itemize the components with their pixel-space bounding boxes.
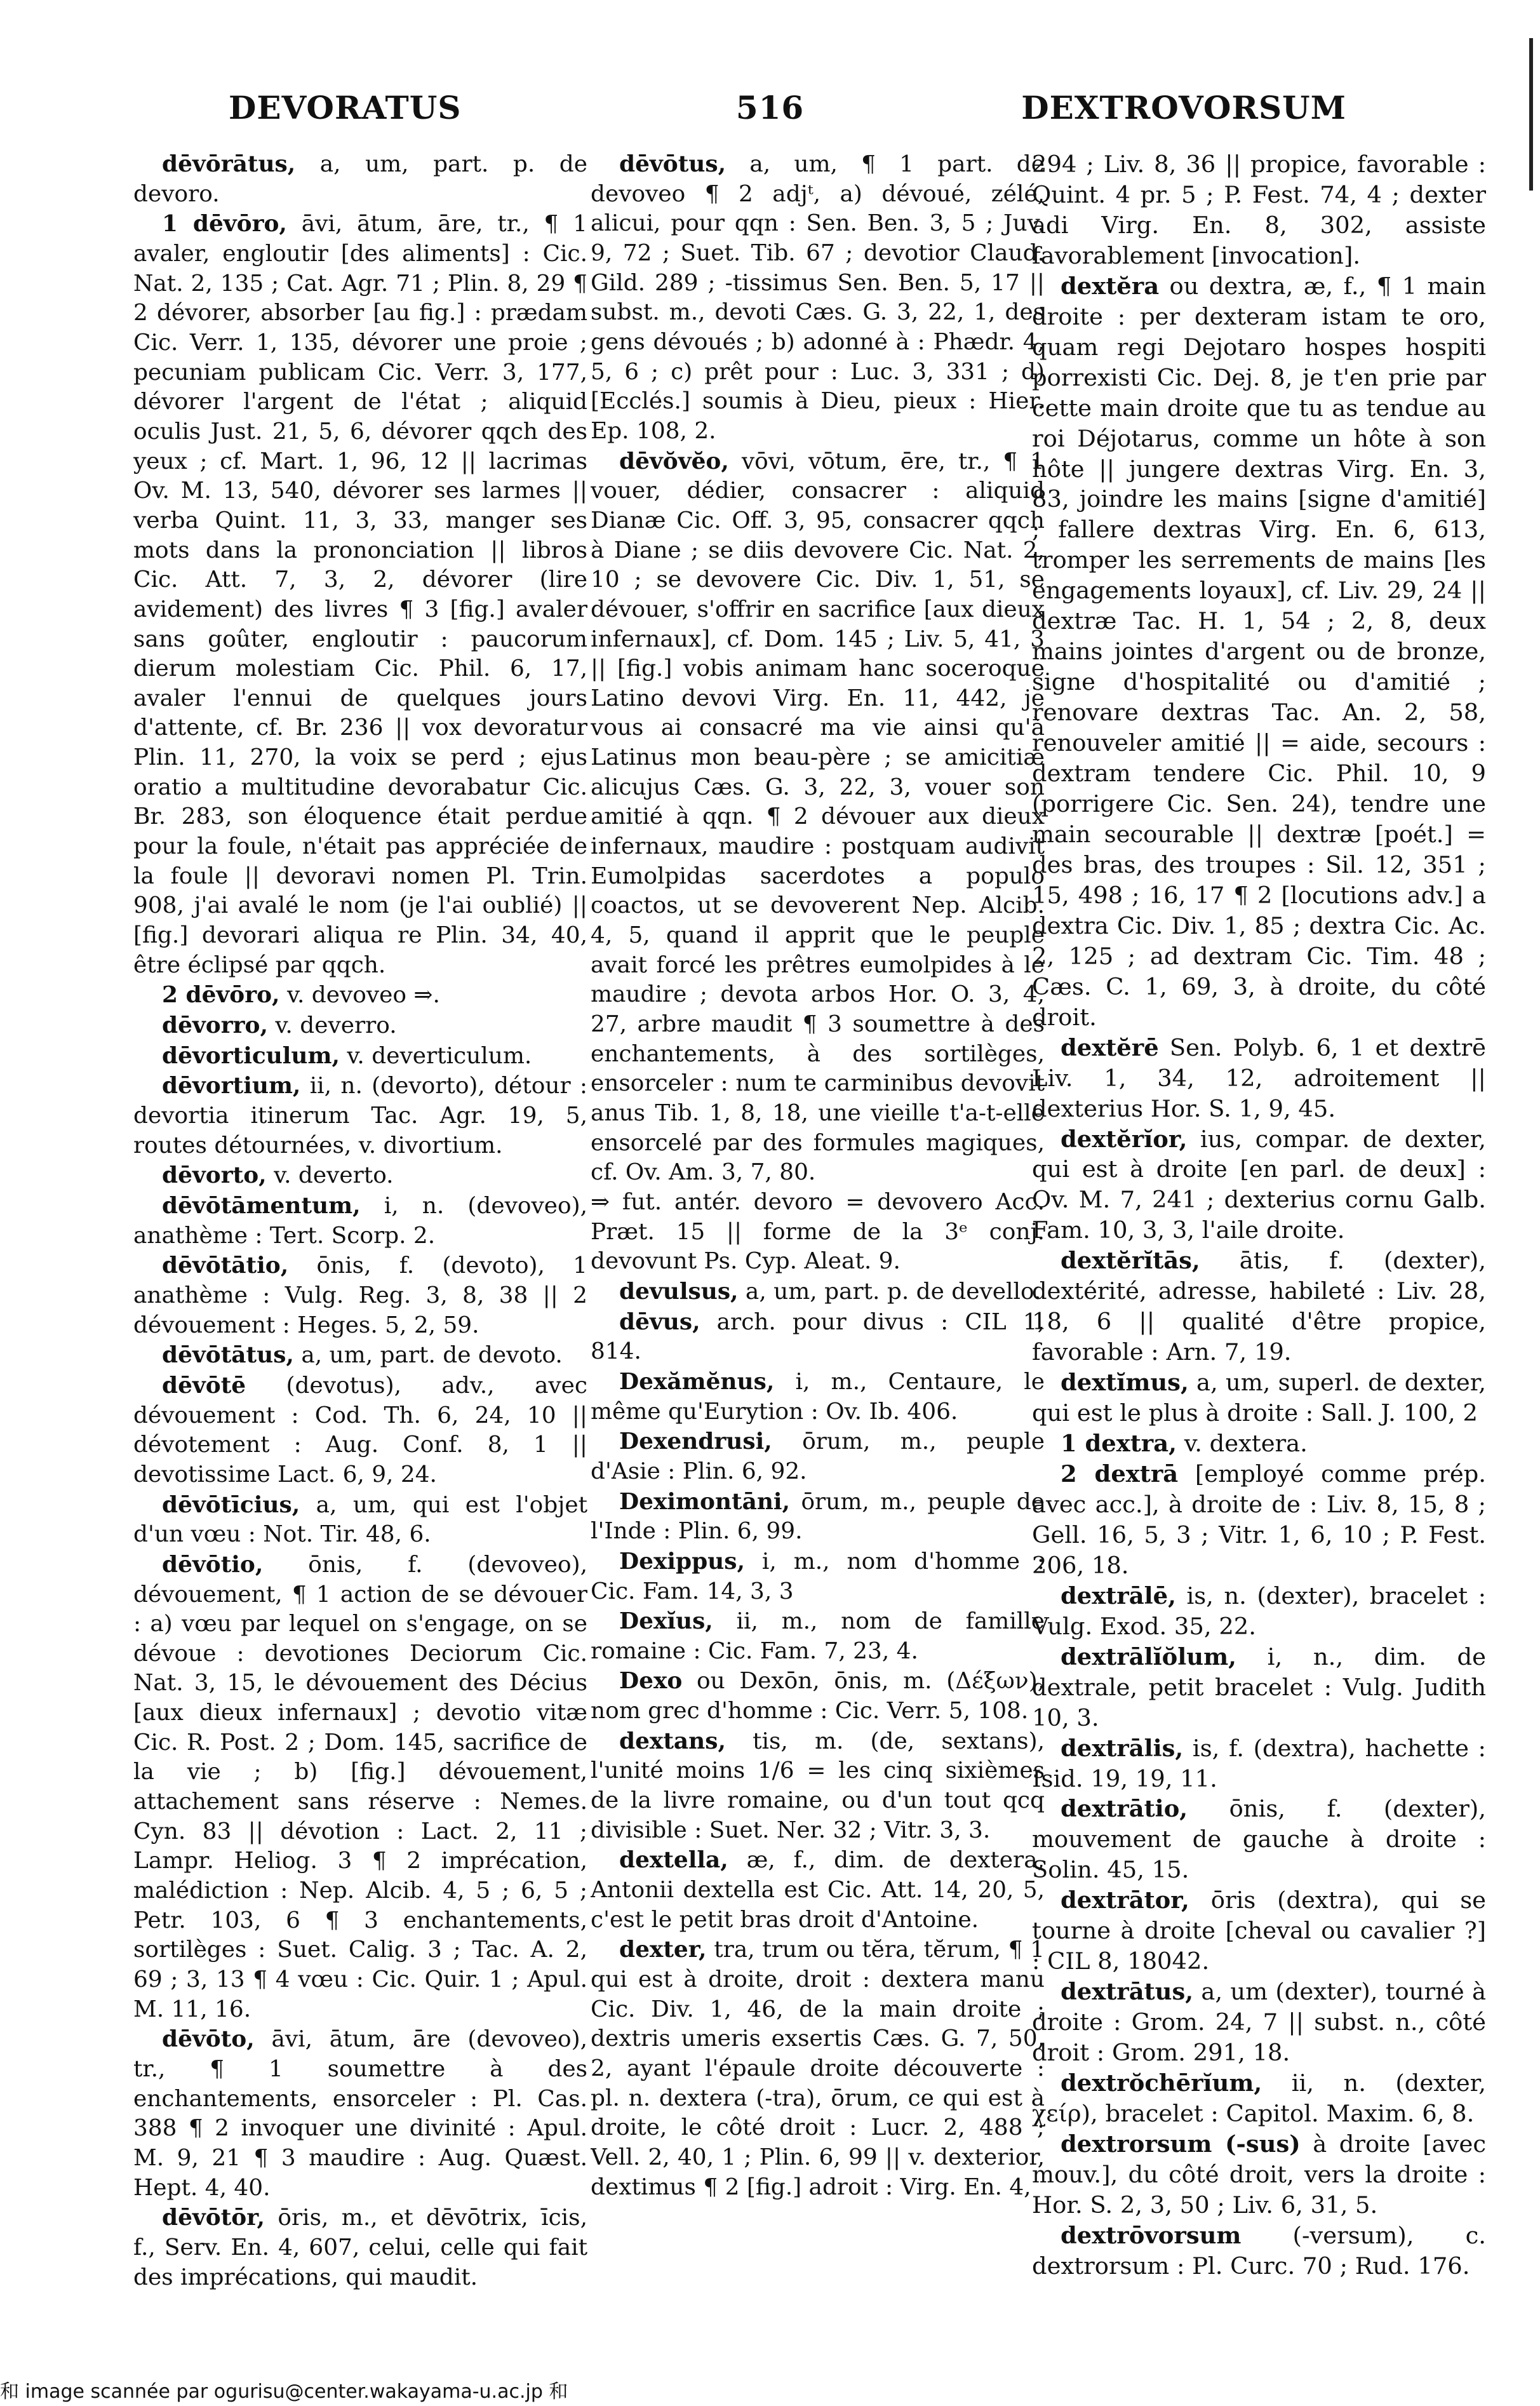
entry-headword: dextĕrĭor,	[1061, 1124, 1188, 1153]
entry-headword: Dexămĕnus,	[619, 1368, 775, 1395]
dictionary-entry	[1032, 1885, 1486, 1977]
dictionary-entry	[591, 1845, 1045, 1935]
entry-headword: dēvōtāmentum,	[162, 1192, 361, 1219]
entry-definition: ōnis, f. (devoveo), dévouement, ¶ 1 action de se dévouer : a) vœu par lequel on s'engage, on se dévoue : devotiones Deciorum Cic. Nat. 3, 15, le dévouement des Décius [aux dieux infernaux] ; devotio vitæ Cic. R. Post. 2 ; Dom. 145, sacrifice de la vie ; b) [fig.] dévouement, attachement sans réserve : Nemes. Cyn. 83 || dévotion : Lact. 2, 11 ; Lampr. Heliog. 3 ¶ 2 imprécation, malédiction : Nep. Alcib. 4, 5 ; 6, 5 ; Petr. 103, 6 ¶ 3 enchantements, sortilèges : Suet. Calig. 3 ; Tac. A. 2, 69 ; 3, 13 ¶ 4 vœu : Cic. Quir. 1 ; Apul. M. 11, 16.	[133, 1551, 587, 2022]
entry-headword: Dexippus,	[619, 1547, 745, 1575]
entry-headword: dextrātus,	[1061, 1977, 1194, 2006]
page-number: 516	[735, 89, 805, 126]
entry-definition: arch. pour divus : CIL 1, 814.	[591, 1308, 1045, 1365]
entry-definition: ii, n. (devorto), détour : devortia itinerum Tac. Agr. 19, 5, routes détournées, v. divortium.	[133, 1073, 587, 1159]
entry-definition: a, um, qui est l'objet d'un vœu : Not. Tir. 48, 6.	[133, 1491, 587, 1548]
dictionary-entry	[591, 1935, 1045, 2202]
entry-headword: dextrālĭŏlum,	[1061, 1642, 1236, 1670]
running-head-right: DEXTROVORSUM	[1021, 89, 1346, 126]
dictionary-entry	[591, 1726, 1045, 1846]
dictionary-entry	[133, 980, 587, 1011]
entry-headword: Deximontāni,	[619, 1488, 791, 1515]
column-middle	[591, 149, 1045, 2306]
dictionary-entry	[591, 1487, 1045, 1547]
column-right	[1032, 149, 1486, 2306]
entry-headword: dēvŏvĕo,	[619, 447, 729, 474]
entry-definition: i, m., nom d'homme : Cic. Fam. 14, 3, 3	[591, 1548, 1045, 1604]
entry-definition: ātis, f. (dexter), dextérité, adresse, habileté : Liv. 28, 18, 6 || qualité d'être propice, favorable : Arn. 7, 19.	[1032, 1247, 1486, 1366]
entry-headword: dēvōtātio,	[162, 1252, 289, 1279]
dictionary-entry	[133, 209, 587, 980]
dictionary-entry	[133, 1041, 587, 1072]
dictionary-entry	[591, 1606, 1045, 1666]
entry-definition: v. dextera.	[1177, 1430, 1308, 1458]
dictionary-entry	[1032, 1977, 1486, 2068]
entry-headword: Dexo	[619, 1667, 683, 1695]
entry-headword: dēvorticulum,	[162, 1042, 340, 1069]
entry-headword: dextrālē,	[1061, 1581, 1176, 1610]
entry-definition: 294 ; Liv. 8, 36 || propice, favorable : Quint. 4 pr. 5 ; P. Fest. 74, 4 ; dexter adi Virg. En. 8, 302, assiste favorablement [invocation].	[1032, 151, 1486, 269]
entry-headword: dextrŏchērĭum,	[1061, 2069, 1262, 2097]
entry-definition: tis, m. (de, sextans), l'unité moins 1/6 = les cinq sixièmes de la livre romaine, ou d'un tout qcq divisible : Suet. Ner. 32 ; Vitr. 3, 3.	[591, 1728, 1045, 1843]
dictionary-entry	[1032, 2129, 1486, 2221]
dictionary-entry	[133, 2024, 587, 2203]
entry-definition: [employé comme prép. avec acc.], à droite de : Liv. 8, 15, 8 ; Gell. 16, 5, 3 ; Vitr. 1, 6, 10 ; P. Fest. 206, 18.	[1032, 1460, 1486, 1579]
dictionary-entry	[1032, 2068, 1486, 2129]
entry-definition: āvi, ātum, āre (devoveo), tr., ¶ 1 soumettre à des enchantements, ensorceler : Pl. Cas. 388 ¶ 2 invoquer une divinité : Apul. M. 9, 21 ¶ 3 maudire : Aug. Quæst. Hept. 4, 40.	[133, 2026, 587, 2201]
entry-definition: (-versum), c. dextrorsum : Pl. Curc. 70 ; Rud. 176.	[1032, 2221, 1486, 2280]
dictionary-entry	[133, 2203, 587, 2292]
entry-definition: ou Dexōn, ōnis, m. (Δέξων), nom grec d'homme : Cic. Verr. 5, 108.	[591, 1668, 1045, 1724]
entry-headword: dēvōtus,	[619, 151, 726, 177]
entry-definition: ōris, m., et dēvōtrix, īcis, f., Serv. En. 4, 607, celui, celle qui fait des imprécations, qui maudit.	[133, 2205, 587, 2290]
entry-definition: ōnis, f. (dexter), mouvement de gauche à droite : Solin. 45, 15.	[1032, 1795, 1486, 1884]
entry-definition: i, m., Centaure, le même qu'Eurytion : Ov. Ib. 406.	[591, 1368, 1045, 1425]
entry-headword: dextrālis,	[1061, 1733, 1184, 1762]
dictionary-entry	[133, 1371, 587, 1490]
entry-definition: ii, m., nom de famille romaine : Cic. Fam. 7, 23, 4.	[591, 1608, 1045, 1664]
entry-definition: Sen. Polyb. 6, 1 et dextrē Liv. 1, 34, 12, adroitement || dexterius Hor. S. 1, 9, 45.	[1032, 1033, 1486, 1122]
dictionary-entry	[1032, 1033, 1486, 1124]
entry-definition: a, um, superl. de dexter, qui est le plus à droite : Sall. J. 100, 2	[1032, 1369, 1486, 1427]
entry-definition: a, um, part. p. de devello.	[738, 1278, 1041, 1305]
entry-headword: dextĭmus,	[1061, 1368, 1189, 1397]
dictionary-entry	[133, 1340, 587, 1371]
dictionary-entry	[133, 1550, 587, 2025]
dictionary-entry	[591, 1547, 1045, 1606]
dictionary-entry	[133, 1490, 587, 1550]
dictionary-entry	[1032, 1459, 1486, 1581]
entry-definition: ou dextra, æ, f., ¶ 1 main droite : per dexteram istam te oro, quam regi Dejotaro hospes hospiti porrexisti Cic. Dej. 8, je t'en prie par cette main droite que tu as tendue au roi Déjotarus, comme un hôte à son hôte || jungere dextras Virg. En. 3, 83, joindre les mains [signe d'amitié] ; fallere dextras Virg. En. 6, 613, tromper les serrements de mains [les engagements loyaux], cf. Liv. 29, 24 || dextræ Tac. H. 1, 54 ; 2, 8, deux mains jointes d'argent ou de bronze, signe d'hospitalité ou d'amitié ; renovare dextras Tac. An. 2, 58, renouveler amitié || = aide, secours : dextram tendere Cic. Phil. 10, 9 (porrigere Cic. Sen. 24), tendre une main secourable || dextræ [poét.] = des bras, des troupes : Sil. 12, 351 ; 15, 498 ; 16, 17 ¶ 2 [locutions adv.] a dextra Cic. Div. 1, 85 ; dextra Cic. Ac. 2, 125 ; ad dextram Cic. Tim. 48 ; Cæs. C. 1, 69, 3, à droite, du côté droit.	[1032, 272, 1486, 1031]
dictionary-entry	[591, 447, 1045, 1188]
entry-headword: Dexĭus,	[619, 1608, 713, 1635]
dictionary-entry	[133, 1071, 587, 1160]
entry-definition: tra, trum ou tĕra, tĕrum, ¶ 1 qui est à droite, droit : dextera manu Cic. Div. 1, 46, de la main droite ; dextris umeris exsertis Cæs. G. 7, 50, 2, ayant l'épaule droite découverte : pl. n. dextera (-tra), ōrum, ce qui est à droite, le côté droit : Lucr. 2, 488 ; Vell. 2, 40, 1 ; Plin. 6, 99 || v. dexterior, dextimus ¶ 2 [fig.] adroit : Virg. En. 4,	[591, 1937, 1045, 2200]
dictionary-entry	[1032, 271, 1486, 1033]
entry-headword: dextĕrē	[1061, 1033, 1159, 1061]
scan-edge-mark	[1529, 38, 1533, 191]
entry-headword: dēvōtio,	[162, 1550, 264, 1578]
dictionary-entry	[591, 1307, 1045, 1367]
entry-definition: a, um, part. de devoto.	[293, 1342, 563, 1369]
entry-definition: ōris (dextra), qui se tourne à droite [cheval ou cavalier ?] : CIL 8, 18042.	[1032, 1886, 1486, 1975]
running-head-left: DEVORATUS	[229, 89, 462, 126]
entry-headword: dēvorto,	[162, 1162, 267, 1189]
entry-headword: dēvōtē	[162, 1371, 246, 1399]
entry-headword: devulsus,	[619, 1277, 739, 1305]
entry-headword: dextrātio,	[1061, 1794, 1188, 1823]
entry-headword: dēvōrātus,	[162, 151, 296, 177]
dictionary-entry	[1032, 1794, 1486, 1885]
column-left	[133, 149, 587, 2306]
dictionary-entry	[1032, 1642, 1486, 1733]
entry-definition: v. deverticulum.	[340, 1042, 532, 1069]
dictionary-entry	[591, 1367, 1045, 1427]
entry-headword: dexter,	[619, 1936, 707, 1963]
dictionary-entry	[133, 1191, 587, 1251]
dictionary-entry	[1032, 2221, 1486, 2282]
dictionary-entry	[591, 1188, 1045, 1277]
entry-definition: ii, n. (dexter, χείρ), bracelet : Capitol. Maxim. 6, 8.	[1032, 2069, 1486, 2127]
dictionary-entry	[591, 1666, 1045, 1726]
entry-headword: dextrōvorsum	[1061, 2221, 1242, 2249]
entry-definition: i, n. (devoveo), anathème : Tert. Scorp. 2.	[133, 1192, 587, 1249]
entry-headword: dextrātor,	[1061, 1886, 1189, 1914]
entry-definition: āvi, ātum, āre, tr., ¶ 1 avaler, engloutir [des aliments] : Cic. Nat. 2, 135 ; Cat. Agr. 71 ; Plin. 8, 29 ¶ 2 dévorer, absorber [au fig.] : prædam Cic. Verr. 1, 135, dévorer une proie ; pecuniam publicam Cic. Verr. 3, 177, dévorer l'argent de l'état ; aliquid oculis Just. 21, 5, 6, dévorer qqch des yeux ; cf. Mart. 1, 96, 12 || lacrimas Ov. M. 13, 540, dévorer ses larmes || verba Quint. 11, 3, 33, manger ses mots dans la prononciation || libros Cic. Att. 7, 3, 2, dévorer (lire avidement) des livres ¶ 3 [fig.] avaler sans goûter, engloutir : paucorum dierum molestiam Cic. Phil. 6, 17, avaler l'ennui de quelques jours d'attente, cf. Br. 236 || vox devoratur Plin. 11, 270, la voix se perd ; ejus oratio a multitudine devorabatur Cic. Br. 283, son éloquence était perdue pour la foule, n'était pas appréciée de la foule || devoravi nomen Pl. Trin. 908, j'ai avalé le nom (je l'ai oublié) || [fig.] devorari aliqua re Plin. 34, 40, être éclipsé par qqch.	[133, 211, 587, 978]
dictionary-entry	[1032, 1581, 1486, 1642]
entry-definition: vōvi, vōtum, ēre, tr., ¶ 1 vouer, dédier, consacrer : aliquid Dianæ Cic. Off. 3, 95, consacrer qqch à Diane ; se diis devovere Cic. Nat. 2, 10 ; se devovere Cic. Div. 1, 51, se dévouer, s'offrir en sacrifice [aux dieux infernaux], cf. Dom. 145 ; Liv. 5, 41, 3 || [fig.] vobis animam hanc soceroque Latino devovi Virg. En. 11, 442, je vous ai consacré ma vie ainsi qu'à Latinus mon beau-père ; se amicitiæ alicujus Cæs. G. 3, 22, 3, vouer son amitié à qqn. ¶ 2 dévouer aux dieux infernaux, maudire : postquam audivit Eumolpidas sacerdotes a populo coactos, ut se devoverent Nep. Alcib. 4, 5, quand il apprit que le peuple avait forcé les prêtres eumolpides à le maudire ; devota arbos Hor. O. 3, 4, 27, arbre maudit ¶ 3 soumettre à des enchantements, à des sortilèges, ensorceler : num te carminibus devovit anus Tib. 1, 8, 18, une vieille t'a-t-elle ensorcelé par des formules magiques, cf. Ov. Am. 3, 7, 80.	[591, 448, 1045, 1186]
entry-headword: 2 dextrā	[1061, 1459, 1179, 1488]
entry-definition: a, um (dexter), tourné à droite : Grom. 24, 7 || subst. n., côté droit : Grom. 291, 18.	[1032, 1978, 1486, 2067]
entry-headword: dēvōto,	[162, 2026, 255, 2053]
entry-headword: dextrorsum (-sus)	[1061, 2129, 1301, 2158]
dictionary-entry	[591, 1277, 1045, 1307]
entry-definition: (devotus), adv., avec dévouement : Cod. Th. 6, 24, 10 || dévotement : Aug. Conf. 8, 1 || devotissime Lact. 6, 9, 24.	[133, 1372, 587, 1488]
entry-headword: Dexendrusi,	[619, 1428, 772, 1455]
entry-headword: dēvus,	[619, 1308, 700, 1335]
entry-headword: dextĕrĭtās,	[1061, 1246, 1200, 1275]
dictionary-entry	[1032, 1124, 1486, 1246]
entry-definition: ōrum, m., peuple de l'Inde : Plin. 6, 99.	[591, 1488, 1045, 1545]
entry-headword: 1 dēvōro,	[162, 210, 287, 238]
dictionary-entry	[133, 1160, 587, 1191]
dictionary-entry	[133, 1011, 587, 1041]
dictionary-entry	[133, 1251, 587, 1340]
entry-definition: v. deverro.	[267, 1012, 397, 1039]
dictionary-entry	[1032, 1428, 1486, 1459]
entry-headword: dextĕra	[1061, 271, 1160, 300]
dictionary-entry	[591, 149, 1045, 447]
entry-definition: ōnis, f. (devoto), 1 anathème : Vulg. Reg. 3, 8, 38 || 2 dévouement : Heges. 5, 2, 59.	[133, 1253, 587, 1338]
entry-definition: ⇒ fut. antér. devoro = devovero Acc. Præt. 15 || forme de la 3ᵉ conj. devovunt Ps. Cyp. Aleat. 9.	[591, 1188, 1045, 1275]
entry-definition: æ, f., dim. de dextera, Antonii dextella est Cic. Att. 14, 20, 5, c'est le petit bras droit d'Antoine.	[591, 1847, 1045, 1933]
entry-headword: 1 dextra,	[1061, 1429, 1177, 1458]
dictionary-entry	[1032, 1368, 1486, 1428]
entry-definition: v. devoveo ⇒.	[279, 982, 440, 1009]
entry-headword: dēvōtīcius,	[162, 1491, 300, 1518]
entry-headword: dextella,	[619, 1846, 728, 1874]
dictionary-entry	[591, 1427, 1045, 1486]
entry-headword: 2 dēvōro,	[162, 981, 280, 1009]
page-header	[0, 89, 1540, 146]
dictionary-entry	[1032, 149, 1486, 271]
dictionary-entry	[1032, 1246, 1486, 1368]
entry-headword: dēvōtōr,	[162, 2204, 265, 2231]
entry-definition: a, um, ¶ 1 part. de devoveo ¶ 2 adjᵗ, a) dévoué, zélé, alicui, pour qqn : Sen. Ben. 3, 5 ; Juv. 9, 72 ; Suet. Tib. 67 ; devotior Claud. Gild. 289 ; -tissimus Sen. Ben. 5, 17 || subst. m., devoti Cæs. G. 3, 22, 1, des gens dévoués ; b) adonné à : Phædr. 4, 5, 6 ; c) prêt pour : Luc. 3, 331 ; d) [Ecclés.] soumis à Dieu, pieux : Hier. Ep. 108, 2.	[591, 151, 1045, 444]
entry-definition: i, n., dim. de dextrale, petit bracelet : Vulg. Judith 10, 3.	[1032, 1643, 1486, 1731]
entry-definition: ius, compar. de dexter, qui est à droite [en parl. de deux] : Ov. M. 7, 241 ; dexterius cornu Galb. Fam. 10, 3, 3, l'aile droite.	[1032, 1125, 1486, 1244]
entry-definition: à droite [avec mouv.], du côté droit, vers la droite : Hor. S. 2, 3, 50 ; Liv. 6, 31, 5.	[1032, 2130, 1486, 2219]
entry-definition: ōrum, m., peuple d'Asie : Plin. 6, 92.	[591, 1428, 1045, 1484]
entry-headword: dextans,	[619, 1727, 726, 1754]
entry-headword: dēvōtātus,	[162, 1341, 294, 1369]
entry-definition: v. deverto.	[266, 1162, 394, 1189]
dictionary-entry	[133, 149, 587, 209]
entry-definition: is, n. (dexter), bracelet : Vulg. Exod. 35, 22.	[1032, 1582, 1486, 1640]
dictionary-entry	[1032, 1733, 1486, 1794]
entry-definition: is, f. (dextra), hachette : Isid. 19, 19, 11.	[1032, 1734, 1486, 1792]
entry-definition: a, um, part. p. de devoro.	[133, 151, 587, 207]
entry-headword: dēvorro,	[162, 1012, 268, 1039]
entry-headword: dēvortium,	[162, 1072, 301, 1099]
scan-credit: 和 image scannée par ogurisu@center.wakayama-u.ac.jp 和	[0, 2381, 568, 2403]
